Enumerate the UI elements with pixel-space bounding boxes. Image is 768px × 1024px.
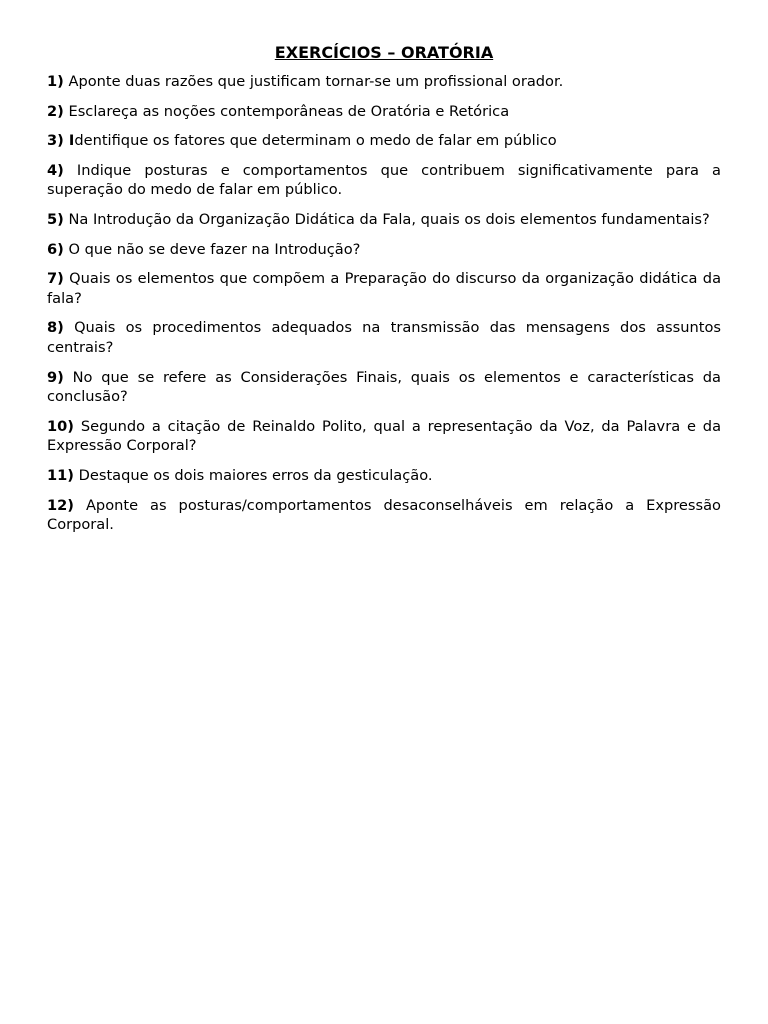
exercise-text: Destaque os dois maiores erros da gesticulação.	[78, 466, 433, 484]
exercise-item-5	[47, 210, 721, 230]
exercise-number: 11)	[47, 466, 74, 484]
exercise-list	[47, 72, 721, 535]
exercise-number: 8)	[47, 319, 64, 337]
exercise-number: 4)	[47, 161, 64, 179]
exercise-text: Aponte as posturas/comportamentos desaconselháveis em relação a Expressão Corporal.	[47, 496, 721, 534]
exercise-text: Na Introdução da Organização Didática da Fala, quais os dois elementos fundamentais?	[68, 210, 710, 228]
exercise-text: O que não se deve fazer na Introdução?	[68, 240, 361, 258]
exercise-number: 2)	[47, 102, 64, 120]
exercise-item-12	[47, 496, 721, 535]
exercise-number: 9)	[47, 368, 64, 386]
exercise-item-7	[47, 269, 721, 308]
exercise-text: Quais os elementos que compõem a Preparação do discurso da organização didática da fala?	[47, 270, 722, 307]
exercise-item-1	[47, 72, 721, 92]
exercise-number: 3) I	[47, 132, 75, 150]
exercise-text: No que se refere as Considerações Finais, quais os elementos e características da conclusão?	[47, 368, 721, 406]
exercise-number: 6)	[47, 240, 64, 258]
exercise-number: 1)	[47, 73, 64, 90]
exercise-item-6	[47, 240, 721, 260]
exercise-item-9	[47, 368, 721, 407]
exercise-number: 7)	[47, 270, 64, 288]
exercise-item-3	[47, 131, 721, 151]
document-title: EXERCÍCIOS – ORATÓRIA	[274, 43, 494, 62]
exercise-number: 10)	[47, 417, 74, 435]
exercise-number: 5)	[47, 210, 64, 228]
exercise-text: Quais os procedimentos adequados na transmissão das mensagens dos assuntos centrais?	[47, 319, 721, 356]
exercise-item-11	[47, 466, 721, 486]
exercise-text: dentifique os fatores que determinam o medo de falar em público	[74, 132, 557, 150]
exercise-text: Segundo a citação de Reinaldo Polito, qual a representação da Voz, da Palavra e da Expressão Corporal?	[47, 417, 722, 455]
exercise-item-4	[47, 161, 721, 200]
exercise-text: Aponte duas razões que justificam tornar-se um profissional orador.	[68, 73, 564, 90]
exercise-text: Indique posturas e comportamentos que contribuem significativamente para a superação do medo de falar em público.	[47, 161, 721, 199]
exercise-item-10	[47, 417, 721, 456]
exercise-text: Esclareça as noções contemporâneas de Oratória e Retórica	[68, 102, 510, 120]
exercise-item-8	[47, 318, 721, 357]
exercise-number: 12)	[47, 496, 74, 514]
exercise-item-2	[47, 102, 721, 122]
